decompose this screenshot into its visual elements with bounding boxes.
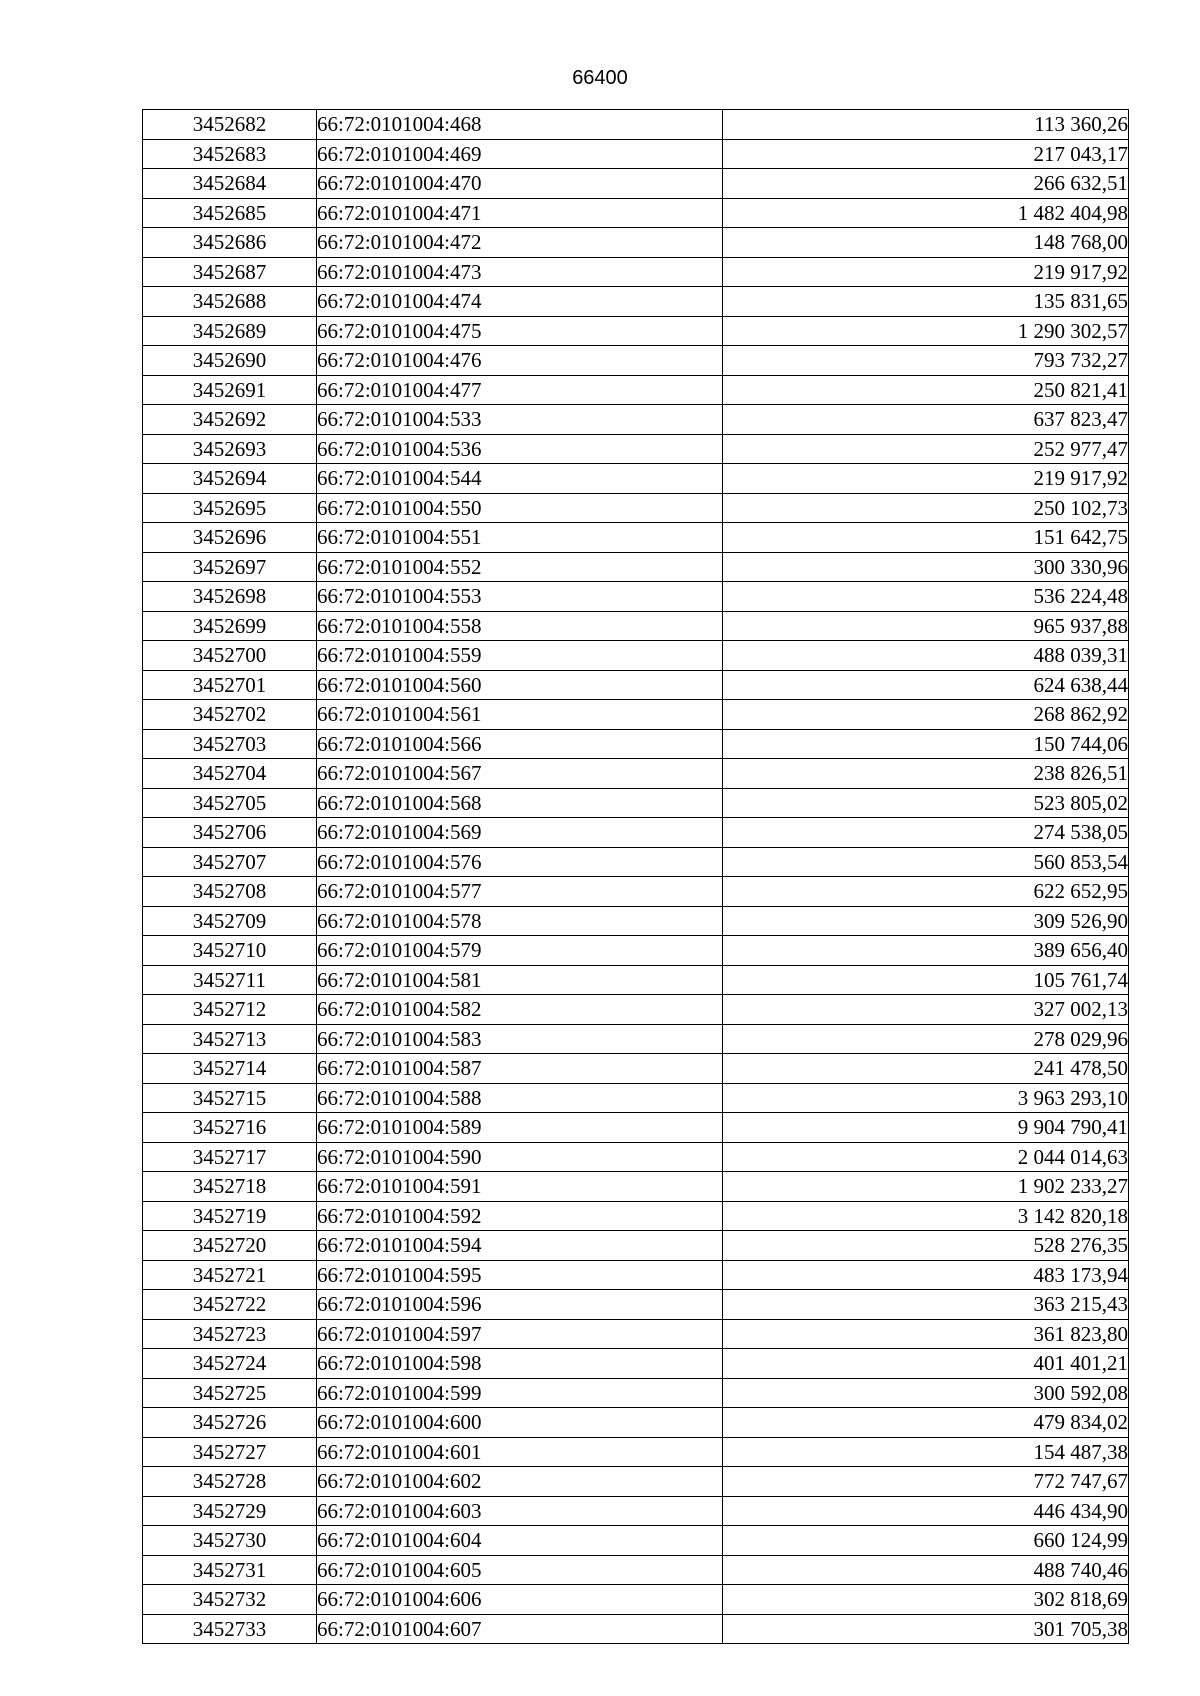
- cadastral-number-cell: 66:72:0101004:582: [317, 995, 723, 1025]
- cadastral-number-cell: 66:72:0101004:475: [317, 316, 723, 346]
- table-row: [143, 346, 1129, 376]
- object-id-cell: 3452685: [143, 198, 317, 228]
- cadastral-number-cell: 66:72:0101004:599: [317, 1378, 723, 1408]
- cadastral-value-cell: 3 142 820,18: [723, 1201, 1129, 1231]
- table-row: [143, 110, 1129, 140]
- object-id-cell: 3452726: [143, 1408, 317, 1438]
- cadastral-value-cell: 219 917,92: [723, 464, 1129, 494]
- table-row: [143, 464, 1129, 494]
- object-id-cell: 3452691: [143, 375, 317, 405]
- object-id-cell: 3452694: [143, 464, 317, 494]
- cadastral-number-cell: 66:72:0101004:588: [317, 1083, 723, 1113]
- cadastral-value-cell: 150 744,06: [723, 729, 1129, 759]
- cadastral-value-cell: 151 642,75: [723, 523, 1129, 553]
- cadastral-value-cell: 252 977,47: [723, 434, 1129, 464]
- cadastral-value-cell: 241 478,50: [723, 1054, 1129, 1084]
- cadastral-value-cell: 1 290 302,57: [723, 316, 1129, 346]
- cadastral-number-cell: 66:72:0101004:544: [317, 464, 723, 494]
- cadastral-value-cell: 250 102,73: [723, 493, 1129, 523]
- cadastral-number-cell: 66:72:0101004:566: [317, 729, 723, 759]
- cadastral-number-cell: 66:72:0101004:597: [317, 1319, 723, 1349]
- cadastral-value-cell: 560 853,54: [723, 847, 1129, 877]
- cadastral-number-cell: 66:72:0101004:472: [317, 228, 723, 258]
- object-id-cell: 3452703: [143, 729, 317, 759]
- cadastral-value-cell: 274 538,05: [723, 818, 1129, 848]
- table-row: [143, 1260, 1129, 1290]
- cadastral-number-cell: 66:72:0101004:605: [317, 1555, 723, 1585]
- table-row: [143, 1231, 1129, 1261]
- table-row: [143, 1024, 1129, 1054]
- cadastral-number-cell: 66:72:0101004:579: [317, 936, 723, 966]
- object-id-cell: 3452715: [143, 1083, 317, 1113]
- cadastral-value-cell: 1 482 404,98: [723, 198, 1129, 228]
- table-row: [143, 1142, 1129, 1172]
- cadastral-value-cell: 483 173,94: [723, 1260, 1129, 1290]
- table-row: [143, 434, 1129, 464]
- table-row: [143, 316, 1129, 346]
- table-row: [143, 1113, 1129, 1143]
- cadastral-number-cell: 66:72:0101004:578: [317, 906, 723, 936]
- cadastral-number-cell: 66:72:0101004:470: [317, 169, 723, 199]
- object-id-cell: 3452707: [143, 847, 317, 877]
- table-row: [143, 759, 1129, 789]
- table-row: [143, 405, 1129, 435]
- cadastral-value-cell: 624 638,44: [723, 670, 1129, 700]
- object-id-cell: 3452718: [143, 1172, 317, 1202]
- cadastral-value-cell: 9 904 790,41: [723, 1113, 1129, 1143]
- table-row: [143, 641, 1129, 671]
- cadastral-value-cell: 772 747,67: [723, 1467, 1129, 1497]
- object-id-cell: 3452693: [143, 434, 317, 464]
- table-row: [143, 375, 1129, 405]
- table-row: [143, 729, 1129, 759]
- cadastral-number-cell: 66:72:0101004:468: [317, 110, 723, 140]
- cadastral-number-cell: 66:72:0101004:594: [317, 1231, 723, 1261]
- table-row: [143, 523, 1129, 553]
- cadastral-value-cell: 327 002,13: [723, 995, 1129, 1025]
- table-row: [143, 1555, 1129, 1585]
- object-id-cell: 3452701: [143, 670, 317, 700]
- cadastral-value-cell: 135 831,65: [723, 287, 1129, 317]
- object-id-cell: 3452692: [143, 405, 317, 435]
- cadastral-value-cell: 389 656,40: [723, 936, 1129, 966]
- cadastral-number-cell: 66:72:0101004:595: [317, 1260, 723, 1290]
- object-id-cell: 3452712: [143, 995, 317, 1025]
- cadastral-value-cell: 479 834,02: [723, 1408, 1129, 1438]
- object-id-cell: 3452686: [143, 228, 317, 258]
- cadastral-value-cell: 154 487,38: [723, 1437, 1129, 1467]
- cadastral-number-cell: 66:72:0101004:587: [317, 1054, 723, 1084]
- cadastral-value-cell: 113 360,26: [723, 110, 1129, 140]
- page-number-header: 66400: [572, 67, 628, 89]
- cadastral-number-cell: 66:72:0101004:604: [317, 1526, 723, 1556]
- cadastral-number-cell: 66:72:0101004:567: [317, 759, 723, 789]
- object-id-cell: 3452721: [143, 1260, 317, 1290]
- object-id-cell: 3452688: [143, 287, 317, 317]
- table-row: [143, 228, 1129, 258]
- table-row: [143, 1526, 1129, 1556]
- cadastral-value-cell: 536 224,48: [723, 582, 1129, 612]
- table-row: [143, 1585, 1129, 1615]
- table-row: [143, 257, 1129, 287]
- object-id-cell: 3452697: [143, 552, 317, 582]
- cadastral-number-cell: 66:72:0101004:576: [317, 847, 723, 877]
- cadastral-number-cell: 66:72:0101004:533: [317, 405, 723, 435]
- cadastral-value-cell: 637 823,47: [723, 405, 1129, 435]
- cadastral-value-cell: 488 039,31: [723, 641, 1129, 671]
- cadastral-number-cell: 66:72:0101004:583: [317, 1024, 723, 1054]
- table-row: [143, 995, 1129, 1025]
- cadastral-number-cell: 66:72:0101004:553: [317, 582, 723, 612]
- table-row: [143, 1054, 1129, 1084]
- table-row: [143, 906, 1129, 936]
- object-id-cell: 3452731: [143, 1555, 317, 1585]
- table-row: [143, 1496, 1129, 1526]
- object-id-cell: 3452733: [143, 1614, 317, 1644]
- table-row: [143, 1467, 1129, 1497]
- object-id-cell: 3452682: [143, 110, 317, 140]
- cadastral-number-cell: 66:72:0101004:606: [317, 1585, 723, 1615]
- cadastral-number-cell: 66:72:0101004:558: [317, 611, 723, 641]
- table-row: [143, 965, 1129, 995]
- cadastral-number-cell: 66:72:0101004:592: [317, 1201, 723, 1231]
- table-row: [143, 493, 1129, 523]
- object-id-cell: 3452724: [143, 1349, 317, 1379]
- object-id-cell: 3452684: [143, 169, 317, 199]
- cadastral-number-cell: 66:72:0101004:474: [317, 287, 723, 317]
- object-id-cell: 3452722: [143, 1290, 317, 1320]
- table-row: [143, 788, 1129, 818]
- cadastral-value-cell: 219 917,92: [723, 257, 1129, 287]
- table-row: [143, 1201, 1129, 1231]
- table-row: [143, 818, 1129, 848]
- table-row: [143, 1614, 1129, 1644]
- object-id-cell: 3452704: [143, 759, 317, 789]
- cadastral-value-cell: 238 826,51: [723, 759, 1129, 789]
- table-row: [143, 582, 1129, 612]
- cadastral-value-cell: 300 330,96: [723, 552, 1129, 582]
- cadastral-number-cell: 66:72:0101004:552: [317, 552, 723, 582]
- table-row: [143, 700, 1129, 730]
- table-row: [143, 670, 1129, 700]
- cadastral-number-cell: 66:72:0101004:471: [317, 198, 723, 228]
- object-id-cell: 3452698: [143, 582, 317, 612]
- cadastral-value-cell: 363 215,43: [723, 1290, 1129, 1320]
- cadastral-value-cell: 3 963 293,10: [723, 1083, 1129, 1113]
- object-id-cell: 3452716: [143, 1113, 317, 1143]
- object-id-cell: 3452714: [143, 1054, 317, 1084]
- cadastral-value-cell: 301 705,38: [723, 1614, 1129, 1644]
- cadastral-number-cell: 66:72:0101004:589: [317, 1113, 723, 1143]
- object-id-cell: 3452710: [143, 936, 317, 966]
- cadastral-value-cell: 361 823,80: [723, 1319, 1129, 1349]
- table-row: [143, 139, 1129, 169]
- cadastral-number-cell: 66:72:0101004:560: [317, 670, 723, 700]
- object-id-cell: 3452727: [143, 1437, 317, 1467]
- cadastral-number-cell: 66:72:0101004:473: [317, 257, 723, 287]
- cadastral-number-cell: 66:72:0101004:591: [317, 1172, 723, 1202]
- object-id-cell: 3452720: [143, 1231, 317, 1261]
- cadastral-number-cell: 66:72:0101004:601: [317, 1437, 723, 1467]
- object-id-cell: 3452730: [143, 1526, 317, 1556]
- cadastral-number-cell: 66:72:0101004:603: [317, 1496, 723, 1526]
- cadastral-value-cell: 2 044 014,63: [723, 1142, 1129, 1172]
- object-id-cell: 3452708: [143, 877, 317, 907]
- cadastral-number-cell: 66:72:0101004:561: [317, 700, 723, 730]
- table-row: [143, 936, 1129, 966]
- table-row: [143, 198, 1129, 228]
- cadastral-number-cell: 66:72:0101004:598: [317, 1349, 723, 1379]
- object-id-cell: 3452729: [143, 1496, 317, 1526]
- cadastral-value-cell: 278 029,96: [723, 1024, 1129, 1054]
- object-id-cell: 3452725: [143, 1378, 317, 1408]
- object-id-cell: 3452702: [143, 700, 317, 730]
- table-row: [143, 1437, 1129, 1467]
- cadastral-value-cell: 660 124,99: [723, 1526, 1129, 1556]
- cadastral-value-cell: 217 043,17: [723, 139, 1129, 169]
- cadastral-value-cell: 528 276,35: [723, 1231, 1129, 1261]
- cadastral-number-cell: 66:72:0101004:559: [317, 641, 723, 671]
- object-id-cell: 3452717: [143, 1142, 317, 1172]
- cadastral-value-cell: 300 592,08: [723, 1378, 1129, 1408]
- cadastral-number-cell: 66:72:0101004:577: [317, 877, 723, 907]
- cadastral-value-cell: 793 732,27: [723, 346, 1129, 376]
- cadastral-value-cell: 266 632,51: [723, 169, 1129, 199]
- object-id-cell: 3452695: [143, 493, 317, 523]
- cadastral-number-cell: 66:72:0101004:600: [317, 1408, 723, 1438]
- cadastral-number-cell: 66:72:0101004:476: [317, 346, 723, 376]
- table-row: [143, 1290, 1129, 1320]
- cadastral-number-cell: 66:72:0101004:477: [317, 375, 723, 405]
- table-row: [143, 847, 1129, 877]
- object-id-cell: 3452699: [143, 611, 317, 641]
- object-id-cell: 3452683: [143, 139, 317, 169]
- object-id-cell: 3452732: [143, 1585, 317, 1615]
- object-id-cell: 3452690: [143, 346, 317, 376]
- cadastral-value-cell: 250 821,41: [723, 375, 1129, 405]
- cadastral-value-table: [142, 109, 1129, 1644]
- object-id-cell: 3452700: [143, 641, 317, 671]
- table-row: [143, 287, 1129, 317]
- object-id-cell: 3452696: [143, 523, 317, 553]
- object-id-cell: 3452689: [143, 316, 317, 346]
- cadastral-value-cell: 302 818,69: [723, 1585, 1129, 1615]
- cadastral-number-cell: 66:72:0101004:607: [317, 1614, 723, 1644]
- object-id-cell: 3452723: [143, 1319, 317, 1349]
- cadastral-value-cell: 1 902 233,27: [723, 1172, 1129, 1202]
- table-row: [143, 1172, 1129, 1202]
- cadastral-number-cell: 66:72:0101004:550: [317, 493, 723, 523]
- cadastral-number-cell: 66:72:0101004:581: [317, 965, 723, 995]
- object-id-cell: 3452705: [143, 788, 317, 818]
- cadastral-value-cell: 622 652,95: [723, 877, 1129, 907]
- cadastral-number-cell: 66:72:0101004:602: [317, 1467, 723, 1497]
- table-body: [143, 110, 1129, 1644]
- table-row: [143, 1083, 1129, 1113]
- table-row: [143, 169, 1129, 199]
- cadastral-value-cell: 401 401,21: [723, 1349, 1129, 1379]
- table-row: [143, 1319, 1129, 1349]
- cadastral-value-cell: 105 761,74: [723, 965, 1129, 995]
- cadastral-number-cell: 66:72:0101004:569: [317, 818, 723, 848]
- cadastral-value-cell: 488 740,46: [723, 1555, 1129, 1585]
- cadastral-number-cell: 66:72:0101004:536: [317, 434, 723, 464]
- cadastral-number-cell: 66:72:0101004:596: [317, 1290, 723, 1320]
- object-id-cell: 3452728: [143, 1467, 317, 1497]
- cadastral-value-cell: 446 434,90: [723, 1496, 1129, 1526]
- cadastral-value-cell: 268 862,92: [723, 700, 1129, 730]
- cadastral-value-cell: 309 526,90: [723, 906, 1129, 936]
- object-id-cell: 3452709: [143, 906, 317, 936]
- table-row: [143, 552, 1129, 582]
- object-id-cell: 3452713: [143, 1024, 317, 1054]
- cadastral-value-cell: 965 937,88: [723, 611, 1129, 641]
- cadastral-number-cell: 66:72:0101004:551: [317, 523, 723, 553]
- table-row: [143, 611, 1129, 641]
- table-row: [143, 1349, 1129, 1379]
- table-row: [143, 1408, 1129, 1438]
- cadastral-value-cell: 148 768,00: [723, 228, 1129, 258]
- table-row: [143, 877, 1129, 907]
- cadastral-number-cell: 66:72:0101004:568: [317, 788, 723, 818]
- cadastral-number-cell: 66:72:0101004:590: [317, 1142, 723, 1172]
- object-id-cell: 3452719: [143, 1201, 317, 1231]
- cadastral-number-cell: 66:72:0101004:469: [317, 139, 723, 169]
- cadastral-value-cell: 523 805,02: [723, 788, 1129, 818]
- object-id-cell: 3452706: [143, 818, 317, 848]
- object-id-cell: 3452687: [143, 257, 317, 287]
- table-row: [143, 1378, 1129, 1408]
- object-id-cell: 3452711: [143, 965, 317, 995]
